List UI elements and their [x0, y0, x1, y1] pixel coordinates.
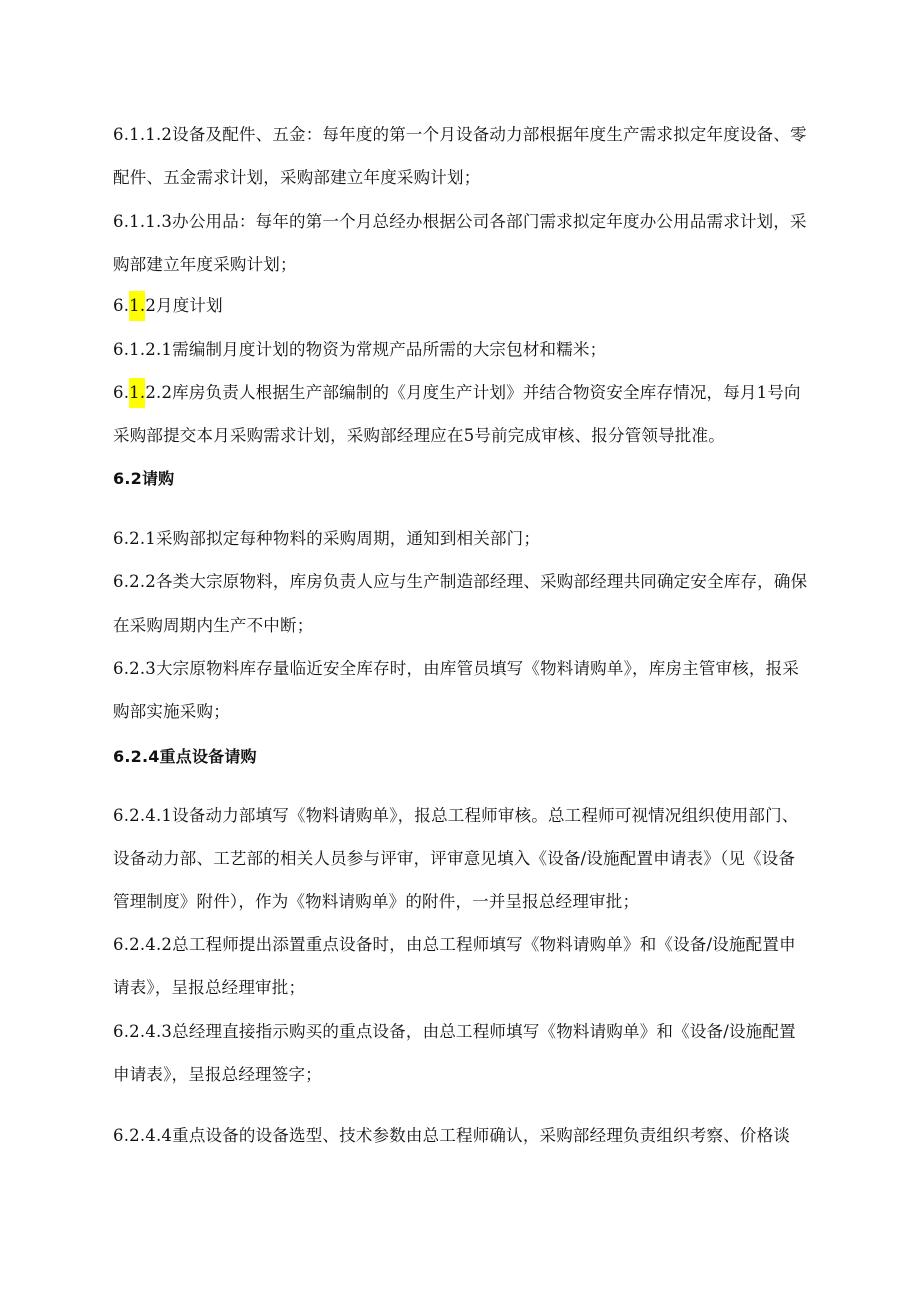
paragraph-6-2-2-line2: 在采购周期内生产不中断； [113, 616, 314, 635]
section-number-prefix: 6. [113, 383, 130, 402]
paragraph-6-2-4-4-line1: 6.2.4.4重点设备的设备选型、技术参数由总工程师确认，采购部经理负责组织考察、价格谈 [113, 1126, 791, 1145]
paragraph-6-2-4-1-line3: 管理制度》附件），作为《物料请购单》的附件，一并呈报总经理审批； [113, 892, 640, 911]
paragraph-6-2-4-3-line2: 申请表》，呈报总经理签字； [113, 1065, 322, 1084]
section-title-text: 2月度计划 [145, 296, 223, 315]
paragraph-6-1-2-2-line1 [113, 382, 813, 404]
paragraph-6-2-4-2-line2: 请表》，呈报总经理审批； [113, 978, 306, 997]
paragraph-6-2-4-3-line1: 6.2.4.3总经理直接指示购买的重点设备，由总工程师填写《物料请购单》和《设备/设施配置 [113, 1022, 796, 1041]
paragraph-6-1-1-3-line1: 6.1.1.3办公用品：每年的第一个月总经办根据公司各部门需求拟定年度办公用品需求计划，采 [113, 212, 807, 231]
paragraph-6-1-2-heading [113, 295, 813, 317]
paragraph-6-2-4-1-line2: 设备动力部、工艺部的相关人员参与评审，评审意见填入《设备/设施配置申请表》（见《设备 [113, 849, 796, 868]
paragraph-text: 2.2库房负责人根据生产部编制的《月度生产计划》并结合物资安全库存情况，每月1号向 [145, 383, 801, 402]
section-heading-6-2-4: 6.2.4重点设备请购 [113, 747, 257, 766]
paragraph-6-2-3-line1: 6.2.3大宗原物料库存量临近安全库存时，由库管员填写《物料请购单》，库房主管审核，报采 [113, 659, 800, 678]
paragraph-6-1-1-3-line2: 购部建立年度采购计划； [113, 255, 297, 274]
paragraph-6-1-1-2-line2: 配件、五金需求计划，采购部建立年度采购计划； [113, 168, 481, 187]
paragraph-6-2-3-line2: 购部实施采购； [113, 702, 230, 721]
paragraph-6-2-1-line1: 6.2.1采购部拟定每种物料的采购周期，通知到相关部门； [113, 529, 541, 548]
paragraph-6-2-4-2-line1: 6.2.4.2总工程师提出添置重点设备时，由总工程师填写《物料请购单》和《设备/设施配置申 [113, 935, 796, 954]
highlighted-text: 1. [129, 291, 145, 321]
paragraph-6-1-1-2-line1: 6.1.1.2设备及配件、五金：每年度的第一个月设备动力部根据年度生产需求拟定年度设备、零 [113, 125, 807, 144]
paragraph-6-1-2-1-line1: 6.1.2.1需编制月度计划的物资为常规产品所需的大宗包材和糯米； [113, 340, 607, 359]
section-number-prefix: 6. [113, 296, 130, 315]
paragraph-6-2-4-1-line1: 6.2.4.1设备动力部填写《物料请购单》，报总工程师审核。总工程师可视情况组织使用部门、 [113, 806, 799, 825]
paragraph-6-2-2-line1: 6.2.2各类大宗原物料，库房负责人应与生产制造部经理、采购部经理共同确定安全库存，确保 [113, 572, 808, 591]
highlighted-text: 1. [129, 378, 145, 408]
paragraph-6-1-2-2-line2: 采购部提交本月采购需求计划，采购部经理应在5号前完成审核、报分管领导批准。 [113, 426, 725, 445]
section-heading-6-2: 6.2请购 [113, 469, 175, 488]
